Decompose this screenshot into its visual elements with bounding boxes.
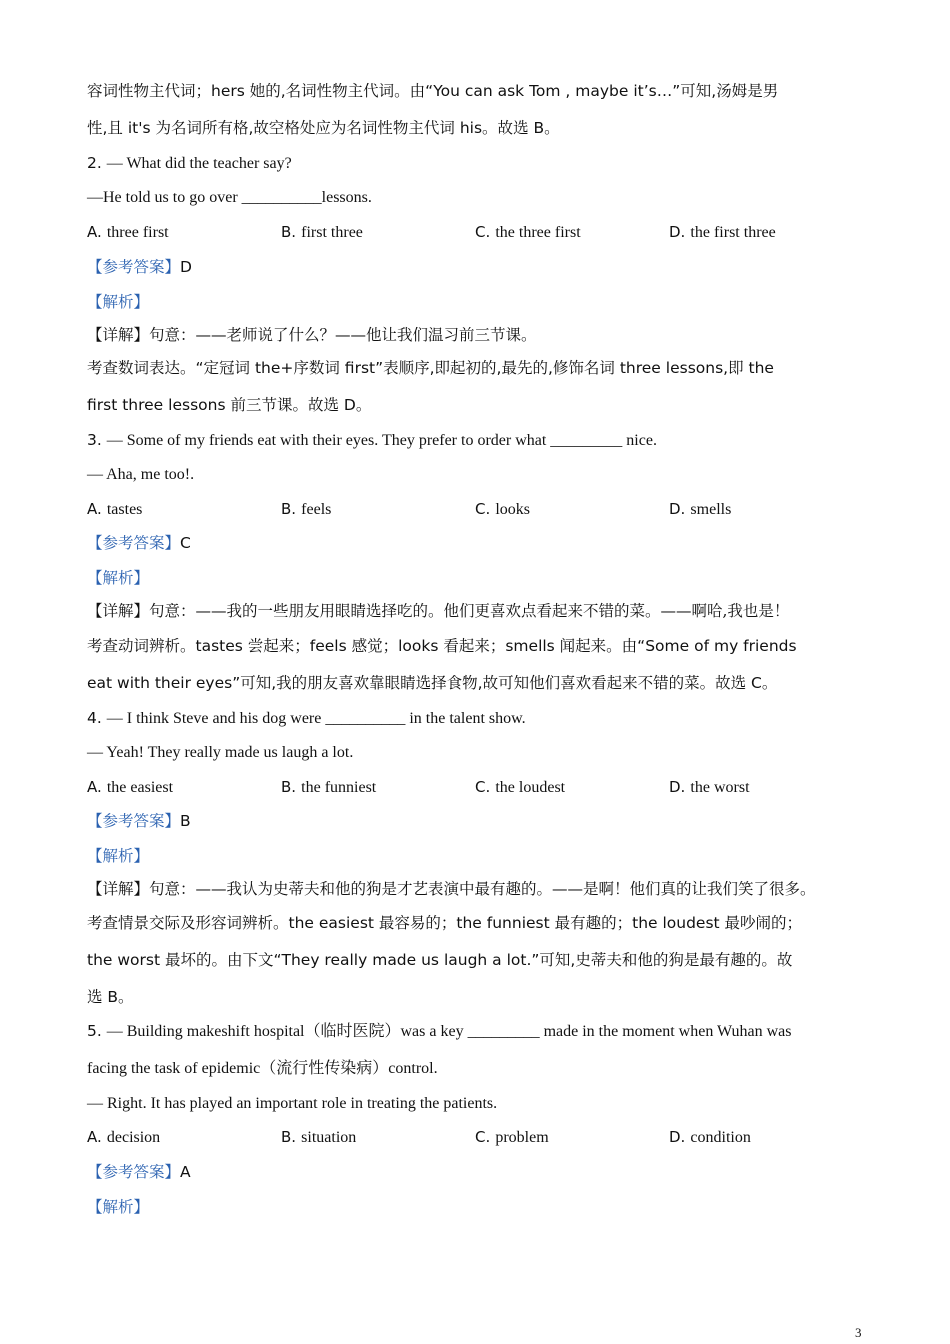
intro-line-2: 性,且 it's 为名词所有格,故空格处应为名词性物主代词 his。故选 B。 (87, 119, 560, 137)
answer-value: D (180, 258, 192, 276)
question-3-detail-2: 考查动词辨析。tastes 尝起来；feels 感觉；looks 看起来；smells 闻起来。由“Some of my friends (87, 637, 797, 655)
question-2-stem (87, 153, 292, 174)
question-number: 2. (87, 154, 102, 172)
answer-label: 【参考答案】 (87, 1163, 181, 1181)
question-number: 3. (87, 431, 102, 449)
question-4-detail-1: 【详解】句意：——我认为史蒂夫和他的狗是才艺表演中最有趣的。——是啊！他们真的让我们笑了很多。 (87, 880, 816, 898)
question-3-answer (87, 533, 191, 553)
question-2-detail-3: first three lessons 前三节课。故选 D。 (87, 396, 372, 414)
question-3-detail-3: eat with their eyes”可知,我的朋友喜欢靠眼睛选择食物,故可知他们喜欢看起来不错的菜。故选 C。 (87, 674, 778, 692)
option-d: D. smells (669, 500, 732, 518)
intro-line-1: 容词性物主代词；hers 她的,名词性物主代词。由“You can ask Tom , maybe it’s…”可知,汤姆是男 (87, 82, 779, 100)
question-5-reply: — Right. It has played an important role in treating the patients. (87, 1095, 498, 1112)
question-text: — Some of my friends eat with their eyes. They prefer to order what _________ nice. (106, 432, 657, 449)
question-5-answer (87, 1162, 191, 1182)
question-number: 4. (87, 709, 102, 727)
page-number: 3 (855, 1325, 862, 1340)
answer-label: 【参考答案】 (87, 812, 181, 830)
question-5-stem-cont: facing the task of epidemic（流行性传染病）control. (87, 1060, 438, 1077)
question-3-analysis-label: 【解析】 (87, 569, 150, 587)
option-b: B. situation (281, 1128, 357, 1146)
option-d: D. the first three (669, 223, 776, 241)
question-3-reply: — Aha, me too!. (87, 466, 195, 483)
question-3-stem (87, 430, 657, 451)
question-2-analysis-label: 【解析】 (87, 293, 150, 311)
option-d: D. condition (669, 1128, 751, 1146)
question-4-reply: — Yeah! They really made us laugh a lot. (87, 744, 354, 761)
question-2-answer (87, 257, 192, 277)
question-text: — Building makeshift hospital（临时医院）was a key _________ made in the moment when Wuhan was (106, 1023, 792, 1040)
question-number: 5. (87, 1022, 102, 1040)
option-b: B. feels (281, 500, 332, 518)
option-c: C. problem (475, 1128, 549, 1146)
option-a: A. tastes (87, 500, 143, 518)
question-4-stem (87, 708, 526, 729)
question-2-detail-1: 【详解】句意：——老师说了什么？——他让我们温习前三节课。 (87, 326, 537, 344)
option-c: C. the three first (475, 223, 581, 241)
question-4-detail-2: 考查情景交际及形容词辨析。the easiest 最容易的；the funniest 最有趣的；the loudest 最吵闹的； (87, 914, 803, 932)
option-b: B. first three (281, 223, 363, 241)
question-4-detail-4: 选 B。 (87, 988, 134, 1006)
question-5-analysis-label: 【解析】 (87, 1198, 150, 1216)
option-a: A. three first (87, 223, 169, 241)
answer-value: A (180, 1163, 191, 1181)
option-c: C. the loudest (475, 778, 566, 796)
question-text: — I think Steve and his dog were __________ in the talent show. (106, 710, 526, 727)
answer-label: 【参考答案】 (87, 534, 181, 552)
option-c: C. looks (475, 500, 531, 518)
answer-value: C (180, 534, 191, 552)
question-4-answer (87, 811, 191, 831)
answer-label: 【参考答案】 (87, 258, 181, 276)
question-5-stem (87, 1021, 791, 1042)
question-3-detail-1: 【详解】句意：——我的一些朋友用眼睛选择吃的。他们更喜欢点看起来不错的菜。——啊哈,我也是！ (87, 602, 790, 620)
question-text: — What did the teacher say? (106, 155, 292, 172)
option-a: A. decision (87, 1128, 161, 1146)
answer-value: B (180, 812, 191, 830)
option-a: A. the easiest (87, 778, 174, 796)
question-4-detail-3: the worst 最坏的。由下文“They really made us laugh a lot.”可知,史蒂夫和他的狗是最有趣的。故 (87, 951, 793, 969)
option-d: D. the worst (669, 778, 750, 796)
question-4-analysis-label: 【解析】 (87, 847, 150, 865)
question-2-detail-2: 考查数词表达。“定冠词 the+序数词 first”表顺序,即起初的,最先的,修饰名词 three lessons,即 the (87, 359, 774, 377)
question-2-reply: —He told us to go over __________lessons. (87, 189, 372, 206)
option-b: B. the funniest (281, 778, 377, 796)
